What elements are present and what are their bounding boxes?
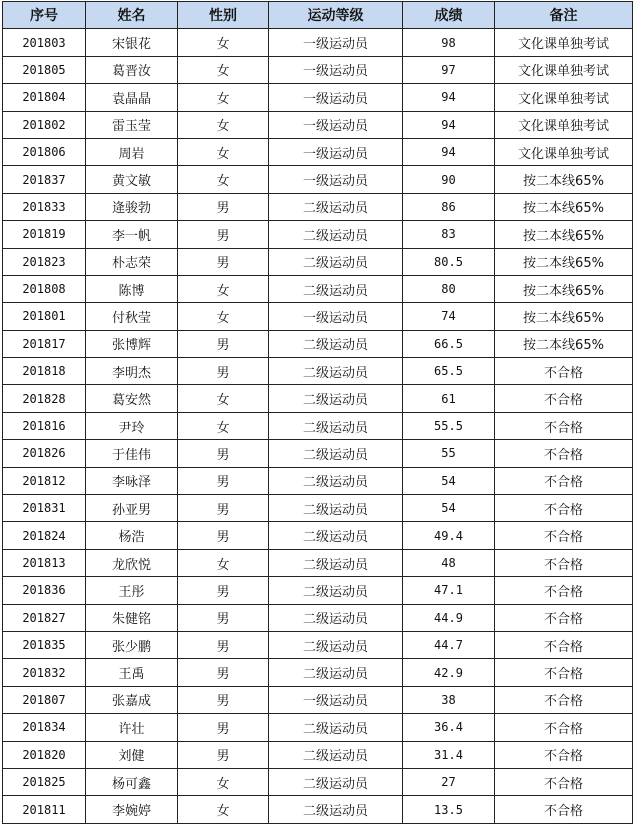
score-cell: 80 bbox=[403, 275, 495, 302]
table-row bbox=[3, 412, 633, 439]
score-cell: 98 bbox=[403, 29, 495, 56]
table-row bbox=[3, 659, 633, 686]
table-row bbox=[3, 275, 633, 302]
name-cell: 李明杰 bbox=[86, 358, 178, 385]
table-row bbox=[3, 686, 633, 713]
remark-cell: 不合格 bbox=[495, 440, 633, 467]
level-cell: 二级运动员 bbox=[269, 549, 403, 576]
name-cell: 孙亚男 bbox=[86, 495, 178, 522]
table-row bbox=[3, 248, 633, 275]
level-cell: 一级运动员 bbox=[269, 166, 403, 193]
id-cell: 201834 bbox=[3, 714, 86, 741]
level-cell: 二级运动员 bbox=[269, 522, 403, 549]
name-cell: 刘健 bbox=[86, 741, 178, 768]
name-cell: 周岩 bbox=[86, 138, 178, 165]
remark-cell: 按二本线65% bbox=[495, 221, 633, 248]
remark-cell: 文化课单独考试 bbox=[495, 56, 633, 83]
score-cell: 49.4 bbox=[403, 522, 495, 549]
table-row bbox=[3, 193, 633, 220]
name-cell: 龙欣悦 bbox=[86, 549, 178, 576]
name-cell: 宋银花 bbox=[86, 29, 178, 56]
remark-cell: 不合格 bbox=[495, 549, 633, 576]
level-cell: 二级运动员 bbox=[269, 659, 403, 686]
name-cell: 李一帆 bbox=[86, 221, 178, 248]
results-table bbox=[2, 1, 633, 824]
gender-cell: 女 bbox=[178, 385, 269, 412]
level-cell: 一级运动员 bbox=[269, 111, 403, 138]
gender-cell: 男 bbox=[178, 221, 269, 248]
remark-cell: 按二本线65% bbox=[495, 248, 633, 275]
table-row bbox=[3, 330, 633, 357]
id-cell: 201820 bbox=[3, 741, 86, 768]
gender-cell: 女 bbox=[178, 138, 269, 165]
remark-cell: 不合格 bbox=[495, 412, 633, 439]
name-cell: 黄文敏 bbox=[86, 166, 178, 193]
level-cell: 一级运动员 bbox=[269, 29, 403, 56]
score-cell: 31.4 bbox=[403, 741, 495, 768]
table-row bbox=[3, 358, 633, 385]
remark-cell: 不合格 bbox=[495, 768, 633, 795]
level-cell: 二级运动员 bbox=[269, 768, 403, 795]
table-row bbox=[3, 741, 633, 768]
id-cell: 201812 bbox=[3, 467, 86, 494]
id-cell: 201808 bbox=[3, 275, 86, 302]
gender-cell: 男 bbox=[178, 741, 269, 768]
id-cell: 201813 bbox=[3, 549, 86, 576]
id-cell: 201817 bbox=[3, 330, 86, 357]
remark-cell: 文化课单独考试 bbox=[495, 29, 633, 56]
remark-cell: 不合格 bbox=[495, 714, 633, 741]
table-row bbox=[3, 221, 633, 248]
name-cell: 逄骏勃 bbox=[86, 193, 178, 220]
remark-cell: 按二本线65% bbox=[495, 330, 633, 357]
id-cell: 201802 bbox=[3, 111, 86, 138]
table-row bbox=[3, 440, 633, 467]
name-cell: 王彤 bbox=[86, 577, 178, 604]
name-cell: 朱健铭 bbox=[86, 604, 178, 631]
id-cell: 201825 bbox=[3, 768, 86, 795]
name-cell: 葛晋汝 bbox=[86, 56, 178, 83]
level-cell: 一级运动员 bbox=[269, 303, 403, 330]
remark-cell: 不合格 bbox=[495, 467, 633, 494]
name-cell: 张嘉成 bbox=[86, 686, 178, 713]
level-cell: 二级运动员 bbox=[269, 221, 403, 248]
id-cell: 201832 bbox=[3, 659, 86, 686]
gender-cell: 女 bbox=[178, 29, 269, 56]
name-cell: 于佳伟 bbox=[86, 440, 178, 467]
level-cell: 二级运动员 bbox=[269, 741, 403, 768]
remark-cell: 按二本线65% bbox=[495, 275, 633, 302]
id-cell: 201806 bbox=[3, 138, 86, 165]
remark-cell: 不合格 bbox=[495, 604, 633, 631]
level-cell: 一级运动员 bbox=[269, 56, 403, 83]
header-score: 成绩 bbox=[403, 2, 495, 29]
table-row bbox=[3, 604, 633, 631]
remark-cell: 不合格 bbox=[495, 659, 633, 686]
header-remark: 备注 bbox=[495, 2, 633, 29]
name-cell: 朴志荣 bbox=[86, 248, 178, 275]
remark-cell: 文化课单独考试 bbox=[495, 111, 633, 138]
level-cell: 二级运动员 bbox=[269, 604, 403, 631]
level-cell: 二级运动员 bbox=[269, 275, 403, 302]
remark-cell: 不合格 bbox=[495, 358, 633, 385]
remark-cell: 不合格 bbox=[495, 522, 633, 549]
score-cell: 61 bbox=[403, 385, 495, 412]
name-cell: 雷玉莹 bbox=[86, 111, 178, 138]
gender-cell: 女 bbox=[178, 549, 269, 576]
name-cell: 尹玲 bbox=[86, 412, 178, 439]
score-cell: 80.5 bbox=[403, 248, 495, 275]
name-cell: 王禹 bbox=[86, 659, 178, 686]
gender-cell: 男 bbox=[178, 330, 269, 357]
remark-cell: 不合格 bbox=[495, 385, 633, 412]
gender-cell: 女 bbox=[178, 412, 269, 439]
level-cell: 二级运动员 bbox=[269, 467, 403, 494]
remark-cell: 不合格 bbox=[495, 631, 633, 658]
header-gender: 性别 bbox=[178, 2, 269, 29]
header-name: 姓名 bbox=[86, 2, 178, 29]
name-cell: 杨浩 bbox=[86, 522, 178, 549]
name-cell: 李婉婷 bbox=[86, 796, 178, 823]
id-cell: 201803 bbox=[3, 29, 86, 56]
score-cell: 97 bbox=[403, 56, 495, 83]
table-row bbox=[3, 495, 633, 522]
level-cell: 二级运动员 bbox=[269, 358, 403, 385]
gender-cell: 女 bbox=[178, 111, 269, 138]
table-row bbox=[3, 631, 633, 658]
gender-cell: 男 bbox=[178, 604, 269, 631]
name-cell: 许壮 bbox=[86, 714, 178, 741]
gender-cell: 女 bbox=[178, 768, 269, 795]
id-cell: 201828 bbox=[3, 385, 86, 412]
remark-cell: 不合格 bbox=[495, 495, 633, 522]
id-cell: 201837 bbox=[3, 166, 86, 193]
table-row bbox=[3, 303, 633, 330]
score-cell: 65.5 bbox=[403, 358, 495, 385]
gender-cell: 男 bbox=[178, 495, 269, 522]
remark-cell: 文化课单独考试 bbox=[495, 84, 633, 111]
remark-cell: 不合格 bbox=[495, 741, 633, 768]
remark-cell: 文化课单独考试 bbox=[495, 138, 633, 165]
id-cell: 201818 bbox=[3, 358, 86, 385]
score-cell: 55.5 bbox=[403, 412, 495, 439]
remark-cell: 不合格 bbox=[495, 577, 633, 604]
score-cell: 94 bbox=[403, 84, 495, 111]
gender-cell: 女 bbox=[178, 166, 269, 193]
id-cell: 201811 bbox=[3, 796, 86, 823]
gender-cell: 男 bbox=[178, 440, 269, 467]
level-cell: 二级运动员 bbox=[269, 714, 403, 741]
gender-cell: 男 bbox=[178, 467, 269, 494]
score-cell: 27 bbox=[403, 768, 495, 795]
score-cell: 47.1 bbox=[403, 577, 495, 604]
remark-cell: 按二本线65% bbox=[495, 303, 633, 330]
score-cell: 48 bbox=[403, 549, 495, 576]
id-cell: 201816 bbox=[3, 412, 86, 439]
score-cell: 42.9 bbox=[403, 659, 495, 686]
gender-cell: 女 bbox=[178, 84, 269, 111]
gender-cell: 女 bbox=[178, 275, 269, 302]
id-cell: 201833 bbox=[3, 193, 86, 220]
score-cell: 44.9 bbox=[403, 604, 495, 631]
table-row bbox=[3, 56, 633, 83]
score-cell: 74 bbox=[403, 303, 495, 330]
id-cell: 201823 bbox=[3, 248, 86, 275]
gender-cell: 男 bbox=[178, 686, 269, 713]
id-cell: 201826 bbox=[3, 440, 86, 467]
remark-cell: 不合格 bbox=[495, 686, 633, 713]
header-row bbox=[3, 2, 633, 29]
table-row bbox=[3, 138, 633, 165]
remark-cell: 按二本线65% bbox=[495, 193, 633, 220]
id-cell: 201804 bbox=[3, 84, 86, 111]
table-row bbox=[3, 796, 633, 823]
table-body bbox=[3, 29, 633, 823]
level-cell: 一级运动员 bbox=[269, 138, 403, 165]
table-row bbox=[3, 714, 633, 741]
id-cell: 201819 bbox=[3, 221, 86, 248]
level-cell: 二级运动员 bbox=[269, 330, 403, 357]
id-cell: 201807 bbox=[3, 686, 86, 713]
level-cell: 一级运动员 bbox=[269, 686, 403, 713]
score-cell: 90 bbox=[403, 166, 495, 193]
name-cell: 张博辉 bbox=[86, 330, 178, 357]
gender-cell: 女 bbox=[178, 56, 269, 83]
id-cell: 201805 bbox=[3, 56, 86, 83]
score-cell: 13.5 bbox=[403, 796, 495, 823]
table-row bbox=[3, 768, 633, 795]
score-cell: 38 bbox=[403, 686, 495, 713]
table-row bbox=[3, 522, 633, 549]
table-row bbox=[3, 166, 633, 193]
name-cell: 张少鹏 bbox=[86, 631, 178, 658]
level-cell: 一级运动员 bbox=[269, 84, 403, 111]
table-row bbox=[3, 549, 633, 576]
table-row bbox=[3, 385, 633, 412]
gender-cell: 男 bbox=[178, 577, 269, 604]
level-cell: 二级运动员 bbox=[269, 577, 403, 604]
name-cell: 杨可鑫 bbox=[86, 768, 178, 795]
score-cell: 36.4 bbox=[403, 714, 495, 741]
gender-cell: 男 bbox=[178, 193, 269, 220]
score-cell: 86 bbox=[403, 193, 495, 220]
id-cell: 201824 bbox=[3, 522, 86, 549]
name-cell: 付秋莹 bbox=[86, 303, 178, 330]
score-cell: 83 bbox=[403, 221, 495, 248]
header-athlete-level: 运动等级 bbox=[269, 2, 403, 29]
level-cell: 二级运动员 bbox=[269, 385, 403, 412]
score-cell: 44.7 bbox=[403, 631, 495, 658]
id-cell: 201836 bbox=[3, 577, 86, 604]
level-cell: 二级运动员 bbox=[269, 495, 403, 522]
name-cell: 葛安然 bbox=[86, 385, 178, 412]
remark-cell: 按二本线65% bbox=[495, 166, 633, 193]
level-cell: 二级运动员 bbox=[269, 631, 403, 658]
score-cell: 66.5 bbox=[403, 330, 495, 357]
gender-cell: 男 bbox=[178, 248, 269, 275]
gender-cell: 男 bbox=[178, 659, 269, 686]
level-cell: 二级运动员 bbox=[269, 796, 403, 823]
gender-cell: 男 bbox=[178, 358, 269, 385]
table-row bbox=[3, 577, 633, 604]
table-row bbox=[3, 84, 633, 111]
table-row bbox=[3, 29, 633, 56]
score-cell: 55 bbox=[403, 440, 495, 467]
gender-cell: 女 bbox=[178, 796, 269, 823]
level-cell: 二级运动员 bbox=[269, 412, 403, 439]
gender-cell: 男 bbox=[178, 714, 269, 741]
name-cell: 李咏泽 bbox=[86, 467, 178, 494]
id-cell: 201827 bbox=[3, 604, 86, 631]
name-cell: 袁晶晶 bbox=[86, 84, 178, 111]
score-cell: 54 bbox=[403, 467, 495, 494]
level-cell: 二级运动员 bbox=[269, 193, 403, 220]
gender-cell: 男 bbox=[178, 522, 269, 549]
gender-cell: 男 bbox=[178, 631, 269, 658]
level-cell: 二级运动员 bbox=[269, 440, 403, 467]
id-cell: 201801 bbox=[3, 303, 86, 330]
score-cell: 94 bbox=[403, 111, 495, 138]
gender-cell: 女 bbox=[178, 303, 269, 330]
remark-cell: 不合格 bbox=[495, 796, 633, 823]
id-cell: 201831 bbox=[3, 495, 86, 522]
score-cell: 54 bbox=[403, 495, 495, 522]
score-cell: 94 bbox=[403, 138, 495, 165]
name-cell: 陈博 bbox=[86, 275, 178, 302]
header-id: 序号 bbox=[3, 2, 86, 29]
table-row bbox=[3, 111, 633, 138]
level-cell: 二级运动员 bbox=[269, 248, 403, 275]
table-row bbox=[3, 467, 633, 494]
id-cell: 201835 bbox=[3, 631, 86, 658]
